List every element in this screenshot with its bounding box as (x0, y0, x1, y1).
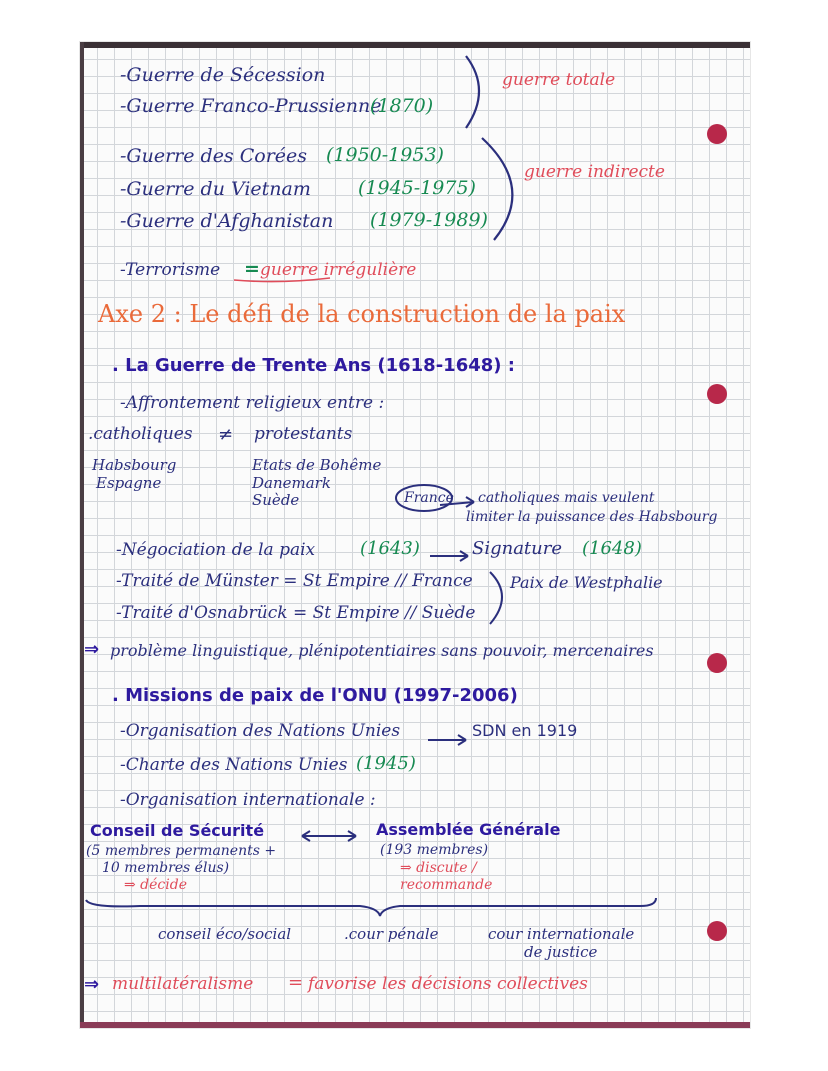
terrorism-label: guerre irrégulière (260, 260, 417, 280)
conseil-membres-1: (5 membres permanents + (86, 843, 277, 859)
espagne: Espagne (96, 474, 162, 492)
war-vietnam-date: (1945-1975) (358, 177, 476, 199)
war-afghanistan: -Guerre d'Afghanistan (120, 210, 334, 232)
conseil-membres-2: 10 membres élus) (102, 860, 230, 876)
onu-organisation: -Organisation des Nations Unies (120, 721, 401, 741)
war-franco-prussian: -Guerre Franco-Prussienne (120, 95, 382, 117)
onu-title: . Missions de paix de l'ONU (1997-2006) (112, 685, 518, 706)
danemark: Danemark (252, 474, 331, 492)
catholiques: .catholiques (88, 424, 193, 444)
de-justice: de justice (524, 943, 598, 961)
france-label: France (404, 490, 454, 506)
assemblee-discute: ⇒ discute / (400, 860, 477, 876)
war-secession: -Guerre de Sécession (120, 64, 326, 86)
etats-boheme: Etats de Bohême (252, 456, 382, 474)
axe-2-title: Axe 2 : Le défi de la construction de la paix (98, 300, 626, 328)
affrontement: -Affrontement religieux entre : (120, 393, 385, 413)
cour-penale: .cour pénale (344, 925, 439, 943)
conseil-eco-social: conseil éco/social (158, 925, 292, 943)
war-vietnam: -Guerre du Vietnam (120, 178, 311, 200)
onu-charte-date: (1945) (356, 753, 416, 774)
label-guerre-indirecte: guerre indirecte (524, 162, 665, 182)
assemblee-membres: (193 membres) (380, 842, 489, 858)
implies-arrow: ⇒ (84, 639, 100, 660)
traite-osnabruck: -Traité d'Osnabrück = St Empire // Suède (116, 603, 476, 623)
terrorism: -Terrorisme (120, 260, 221, 280)
not-equal-sign: ≠ (218, 424, 234, 445)
france-note-1: catholiques mais veulent (478, 490, 655, 506)
conseil-decide: ⇒ décide (124, 877, 187, 893)
habsbourg: Habsbourg (92, 456, 177, 474)
bracket-westphalie (490, 572, 502, 624)
onu-charte: -Charte des Nations Unies (120, 755, 348, 775)
traite-munster: -Traité de Münster = St Empire // France (116, 571, 473, 591)
multilateralisme-equals: = (288, 972, 304, 993)
bottom-brace (86, 898, 656, 916)
label-guerre-totale: guerre totale (502, 70, 616, 90)
france-note-2: limiter la puissance des Habsbourg (466, 509, 718, 525)
sdn-1919: SDN en 1919 (472, 721, 578, 740)
paix-westphalie: Paix de Westphalie (510, 573, 663, 592)
war-coree-date: (1950-1953) (326, 144, 444, 166)
assemblee-generale: Assemblée Générale (376, 820, 561, 839)
bracket-total (466, 56, 479, 128)
signature: Signature (472, 538, 563, 559)
terrorism-equals: = (244, 258, 260, 280)
trente-ans-title: . La Guerre de Trente Ans (1618-1648) : (112, 355, 515, 376)
multilateralisme: multilatéralisme (112, 974, 254, 994)
suede: Suède (252, 491, 300, 509)
conseil-securite: Conseil de Sécurité (90, 821, 265, 840)
negociation: -Négociation de la paix (116, 540, 316, 560)
signature-date: (1648) (582, 538, 642, 559)
probleme: problème linguistique, plénipotentiaires sans pouvoir, mercenaires (110, 641, 654, 660)
implies-arrow-2: ⇒ (84, 974, 100, 995)
organisation-internationale: -Organisation internationale : (120, 790, 376, 810)
war-franco-prussian-date: (1870) (370, 95, 434, 117)
war-coree: -Guerre des Corées (120, 145, 308, 167)
protestants: protestants (254, 424, 353, 444)
war-afghanistan-date: (1979-1989) (370, 209, 488, 231)
multilateralisme-def: favorise les décisions collectives (308, 974, 588, 994)
negociation-date: (1643) (360, 538, 420, 559)
assemblee-recommande: recommande (400, 877, 493, 893)
cour-internationale: cour internationale (488, 925, 635, 943)
